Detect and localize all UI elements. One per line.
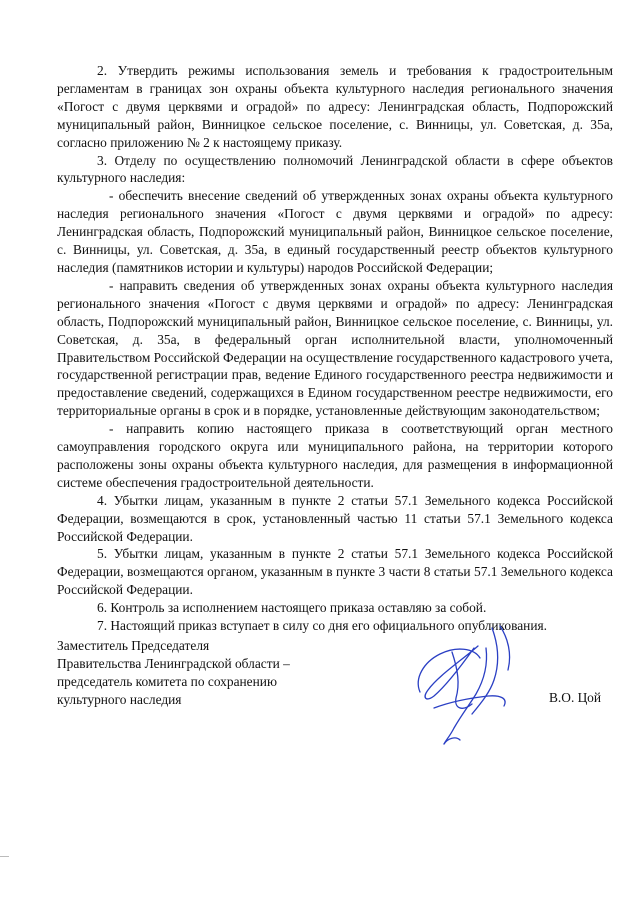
signatory-name: В.О. Цой xyxy=(549,690,601,705)
paragraph-item-2: 2. Утвердить режимы использования земель и требования к градостроительным регламентам в границах зон охраны объекта культурного наследия регионального значения «Погост с двумя церквями и оградой» по адресу: Ленинградская область, Подпорожский муниципальный район, Винницкое сельское поселение, с. Винницы, ул. Советская, д. 35а, согласно приложению № 2 к настоящему приказу. xyxy=(57,63,613,150)
paragraph-subitem-registry: - обеспечить внесение сведений об утвержденных зонах охраны объекта культурного наследия регионального значения «Погост с двумя церквями и оградой» по адресу: Ленинградская область, Подпорожский муниципальный район, Винницкое сельское поселение, с. Винницы, ул. Советская, д. 35а, в единый государственный реестр объектов культурного наследия (памятников истории и культуры) народов Российской Федерации; xyxy=(57,188,613,275)
handwritten-signature xyxy=(400,618,550,746)
signatory-title-line: председатель комитета по сохранению xyxy=(57,673,277,689)
paragraph-subitem-copy: - направить копию настоящего приказа в соответствующий орган местного самоуправления городского округа или муниципального района, на территории которого расположены зоны охраны объекта культурного наследия, для размещения в информационной системе обеспечения градостроительной деятельности. xyxy=(57,421,613,490)
paragraph-item-7: 7. Настоящий приказ вступает в силу со дня его официального опубликования. xyxy=(97,618,547,634)
signatory-title-line: культурного наследия xyxy=(57,691,182,707)
paragraph-item-4: 4. Убытки лицам, указанным в пункте 2 статьи 57.1 Земельного кодекса Российской Федерации, возмещаются в срок, установленный частью 11 статьи 57.1 Земельного кодекса Российской Федерации. xyxy=(57,492,613,544)
order-body xyxy=(57,62,613,635)
paragraph-item-6: 6. Контроль за исполнением настоящего приказа оставляю за собой. xyxy=(97,600,487,616)
scan-edge-mark xyxy=(0,856,9,857)
paragraph-subitem-cadastre: - направить сведения об утвержденных зонах охраны объекта культурного наследия регионального значения «Погост с двумя церквями и оградой» по адресу: Ленинградская область, Подпорожский муниципальный район, Винницкое сельское поселение, с. Винницы, ул. Советская, д. 35а, в федеральный орган исполнительной власти, уполномоченный Правительством Российской Федерации на осуществление государственного кадастрового учета, государственной регистрации прав, ведение Единого государственного реестра недвижимости и предоставление сведений, содержащихся в Едином государственном реестре недвижимости, его территориальные органы в срок и в порядке, установленные действующим законодательством; xyxy=(57,277,613,419)
signatory-title-line: Правительства Ленинградской области – xyxy=(57,655,290,671)
signatory-title xyxy=(57,637,317,709)
paragraph-item-5: 5. Убытки лицам, указанным в пункте 2 статьи 57.1 Земельного кодекса Российской Федерации, возмещаются органом, указанным в пункте 3 части 8 статьи 57.1 Земельного кодекса Российской Федерации. xyxy=(57,546,613,598)
paragraph-item-3: 3. Отделу по осуществлению полномочий Ленинградской области в сфере объектов культурного наследия: xyxy=(57,152,613,186)
signatory-title-line: Заместитель Председателя xyxy=(57,638,210,653)
